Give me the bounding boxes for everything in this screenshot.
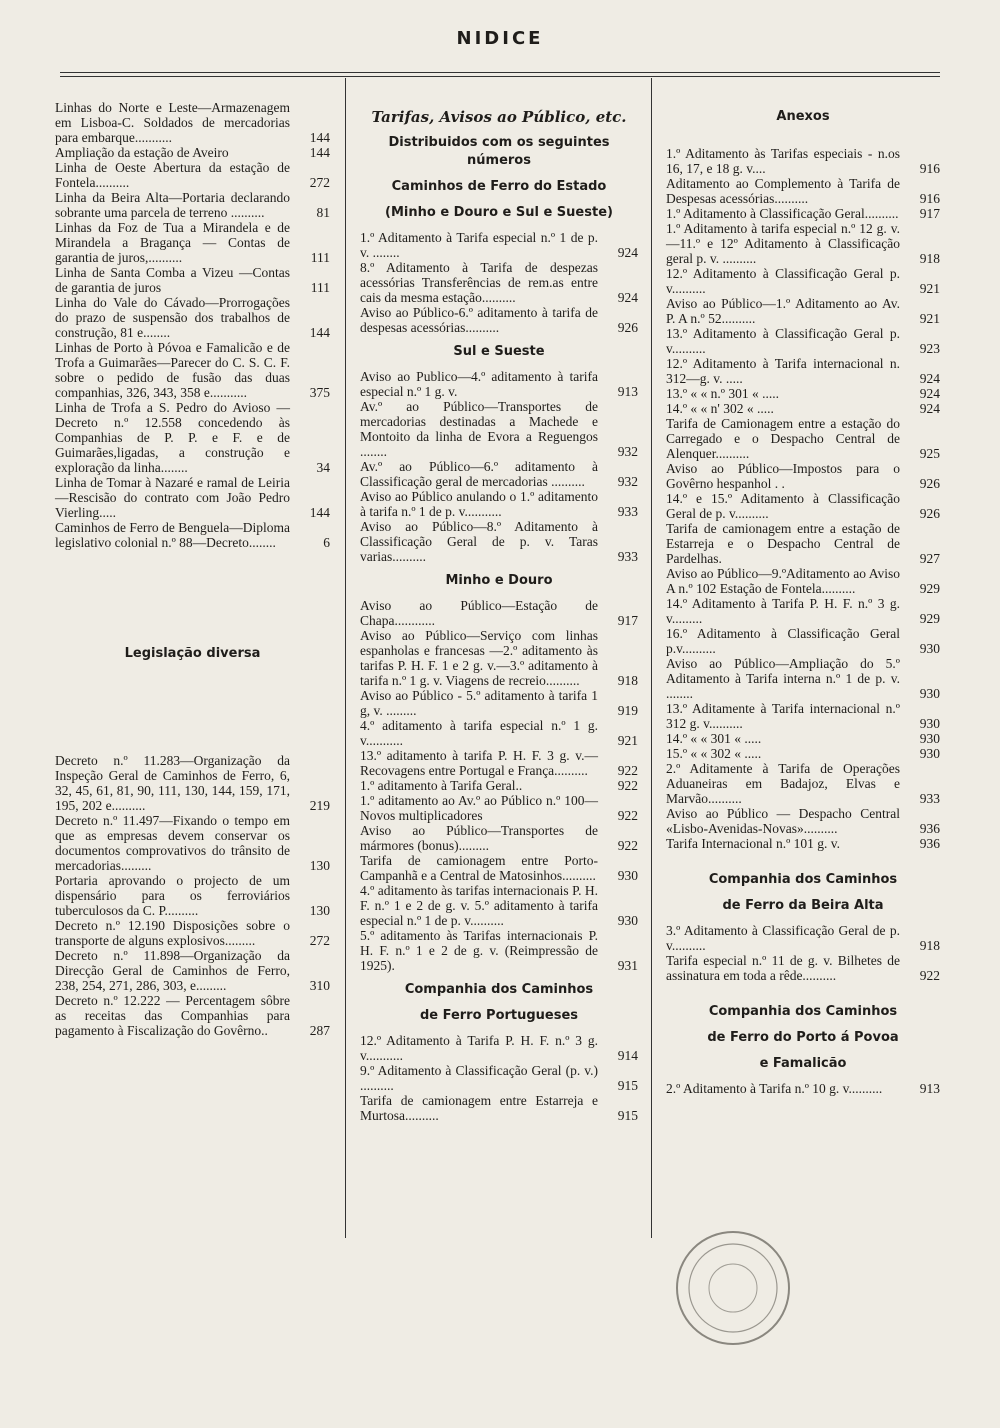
- entry-text: Aviso ao Público anulando o 1.º aditamento à tarifa n.º 1 de p. v...........: [360, 489, 598, 519]
- entry-page-number: 918: [617, 673, 638, 688]
- entry-text: Tarifa de Camionagem entre a estação do Carregado e o Despacho Central de Alenquer..........: [666, 416, 900, 461]
- entry-text: Aditamento ao Complemento à Tarifa de Despesas acessórias..........: [666, 176, 900, 206]
- entry-text: 14.º « « 301 « .....: [666, 731, 762, 746]
- entry-page-number: 34: [316, 460, 330, 475]
- entry-text: 14.º Aditamento à Tarifa P. H. F. n.º 3 g. v.........: [666, 596, 900, 626]
- entry-page-number: 923: [919, 341, 940, 356]
- entry-text: Aviso ao Público—Transportes de mármores (bonus).........: [360, 823, 598, 853]
- entry-text: Linha de Tomar à Nazaré e ramal de Leiria—Rescisão do contrato com João Pedro Vierling.....: [55, 475, 290, 520]
- entry-text: 14.º « « n' 302 « .....: [666, 401, 774, 416]
- entry-text: Portaria aprovando o projecto de um dispensário para os ferroviários tuberculosos da C. P..........: [55, 873, 290, 918]
- entry-text: 13.º Aditamente à Tarifa internacional n.º 312 g. v..........: [666, 701, 900, 731]
- entry-text: 12.º Aditamento à Tarifa P. H. F. n.º 3 g. v...........: [360, 1033, 598, 1063]
- section-heading: Anexos: [776, 109, 830, 124]
- section-heading: e Famalicão: [759, 1056, 847, 1071]
- entry-page-number: 915: [617, 1078, 638, 1093]
- entry-page-number: 933: [617, 549, 638, 564]
- entry-page-number: 924: [919, 401, 940, 416]
- entry-text: 3.º Aditamento à Classificação Geral de p. v..........: [666, 923, 900, 953]
- entry-page-number: 931: [617, 958, 638, 973]
- entry-page-number: 933: [919, 791, 940, 806]
- entry-page-number: 922: [617, 838, 638, 853]
- index-entry: [55, 873, 330, 918]
- entry-text: Caminhos de Ferro de Benguela—Diploma legislativo colonial n.º 88—Decreto........: [55, 520, 290, 550]
- entry-page-number: 922: [919, 968, 940, 983]
- entry-text: 8.º Aditamento à Tarifa de despezas acessórias Transferências de rem.as entre cais da mesma estação..........: [360, 260, 598, 305]
- entry-page-number: 922: [617, 778, 638, 793]
- index-entry: [666, 416, 940, 461]
- entry-page-number: 919: [617, 703, 638, 718]
- entry-page-number: 926: [919, 506, 940, 521]
- index-entry: [360, 369, 638, 399]
- entry-text: Aviso ao Público—8.º Aditamento à Classificação Geral de p. v. Taras varias..........: [360, 519, 598, 564]
- entry-text: Linha de Santa Comba a Vizeu —Contas de garantia de juros: [55, 265, 290, 295]
- section-heading: Tarifas, Avisos ao Público, etc.: [371, 108, 627, 126]
- entry-text: 13.º Aditamento à Classificação Geral p. v..........: [666, 326, 900, 356]
- index-entry: [55, 813, 330, 873]
- entry-text: 1.º Aditamento à Classificação Geral..........: [666, 206, 899, 221]
- entry-page-number: 933: [617, 504, 638, 519]
- index-entry: [360, 519, 638, 564]
- index-entry: [666, 386, 940, 401]
- index-entry: [55, 100, 330, 145]
- index-entry: [360, 1063, 638, 1093]
- entry-text: Linha do Vale do Cávado—Prorrogações do prazo de suspensão dos trabalhos de construção, 81 e........: [55, 295, 290, 340]
- entry-text: Linha da Beira Alta—Portaria declarando sobrante uma parcela de terreno ..........: [55, 190, 290, 220]
- entry-text: 12.º Aditamento à Tarifa internacional n. 312—g. v. .....: [666, 356, 900, 386]
- entry-page-number: 924: [919, 386, 940, 401]
- section-heading: (Minho e Douro e Sul e Sueste): [385, 205, 613, 220]
- top-rule-2: [60, 76, 940, 77]
- entry-text: Aviso ao Público — Despacho Central «Lisbo-Avenidas-Novas»..........: [666, 806, 900, 836]
- entry-text: Linha de Trofa a S. Pedro do Avioso — Decreto n.º 12.558 concedendo às Companhias de P. P. e F. e de Guimarães,ligadas, a construção e exploração da linha........: [55, 400, 290, 475]
- entry-text: 9.º Aditamento à Classificação Geral (p. v.) ..........: [360, 1063, 598, 1093]
- entry-text: 13.º aditamento à tarifa P. H. F. 3 g. v.—Recovagens entre Portugal e França..........: [360, 748, 598, 778]
- entry-page-number: 918: [919, 938, 940, 953]
- index-entry: [666, 326, 940, 356]
- entry-page-number: 272: [309, 933, 330, 948]
- index-entry: [666, 296, 940, 326]
- entry-text: 15.º « « 302 « .....: [666, 746, 762, 761]
- index-entry: [55, 145, 330, 160]
- entry-text: Av.º ao Público—Transportes de mercadorias destinadas a Machede e Montoito da linha de Evora a Reguengos ........: [360, 399, 598, 459]
- index-entry: [55, 220, 330, 265]
- entry-text: 2.º Aditamento à Tarifa n.º 10 g. v..........: [666, 1081, 883, 1096]
- entry-page-number: 287: [309, 1023, 330, 1038]
- entry-text: Decreto n.º 12.190 Disposições sobre o transporte de alguns explosivos.........: [55, 918, 290, 948]
- entry-text: Decreto n.º 12.222 — Percentagem sôbre as receitas das Companhias para pagamento à Fiscalização do Govêrno..: [55, 993, 290, 1038]
- library-seal-stamp: [672, 1228, 794, 1348]
- column-divider-2: [651, 78, 652, 1238]
- entry-text: Tarifa especial n.º 11 de g. v. Bilhetes de assinatura em toda a rêde..........: [666, 953, 900, 983]
- entry-text: Linhas da Foz de Tua a Mirandela e de Mirandela a Bragança — Contas de garantia de juros,..........: [55, 220, 290, 265]
- entry-page-number: 918: [919, 251, 940, 266]
- entry-page-number: 932: [617, 444, 638, 459]
- index-entry: [360, 748, 638, 778]
- entry-text: Tarifa de camionagem entre Estarreja e Murtosa..........: [360, 1093, 598, 1123]
- entry-page-number: 375: [309, 385, 330, 400]
- index-entry: [55, 948, 330, 993]
- entry-text: Aviso ao Público—Ampliação do 5.º Aditamento à Tarifa interna n.º 1 de p. v. ........: [666, 656, 900, 701]
- index-entry: [360, 688, 638, 718]
- index-entry: [666, 206, 940, 221]
- column-left: [55, 100, 330, 1038]
- entry-text: Decreto n.º 11.898—Organização da Direcção Geral de Caminhos de Ferro, 238, 254, 271, 286, 303, e.........: [55, 948, 290, 993]
- entry-text: Tarifa Internacional n.º 101 g. v.: [666, 836, 841, 851]
- index-entry: [360, 778, 638, 793]
- entry-page-number: 6: [323, 535, 330, 550]
- entry-text: 13.º « « n.º 301 « .....: [666, 386, 779, 401]
- entry-page-number: 936: [919, 821, 940, 836]
- section-heading: Minho e Douro: [445, 573, 553, 588]
- entry-text: Aviso ao Público—Impostos para o Govêrno hespanhol . .: [666, 461, 900, 491]
- index-entry: [666, 401, 940, 416]
- entry-page-number: 272: [309, 175, 330, 190]
- entry-page-number: 916: [919, 161, 940, 176]
- section-heading: Companhia dos Caminhos: [708, 1004, 898, 1019]
- index-entry: [360, 928, 638, 973]
- entry-text: 1.º Aditamento às Tarifas especiais - n.os 16, 17, e 18 g. v....: [666, 146, 900, 176]
- index-entry: [55, 400, 330, 475]
- index-entry: [360, 628, 638, 688]
- section-heading: Companhia dos Caminhos: [708, 872, 898, 887]
- section-heading: Caminhos de Ferro do Estado: [391, 179, 607, 194]
- index-entry: [666, 1081, 940, 1096]
- section-heading: de Ferro Portugueses: [419, 1008, 579, 1023]
- entry-text: Decreto n.º 11.283—Organização da Inspeção Geral de Caminhos de Ferro, 6, 32, 45, 61, 81, 90, 111, 130, 144, 159, 171, 195, 202 e..........: [55, 753, 290, 813]
- index-entry: [666, 521, 940, 566]
- entry-text: Ampliação da estação de Aveiro: [55, 145, 229, 160]
- entry-page-number: 921: [919, 311, 940, 326]
- entry-page-number: 930: [919, 686, 940, 701]
- index-entry: [666, 701, 940, 731]
- entry-page-number: 932: [617, 474, 638, 489]
- entry-text: Decreto n.º 11.497—Fixando o tempo em que as empresas devem conservar os documentos comprovativos do trânsito de mercadorias.........: [55, 813, 290, 873]
- entry-page-number: 921: [919, 281, 940, 296]
- index-entry: [55, 520, 330, 550]
- section-heading: Sul e Sueste: [453, 344, 545, 359]
- index-entry: [360, 823, 638, 853]
- index-entry: [666, 566, 940, 596]
- index-entry: [666, 491, 940, 521]
- entry-page-number: 927: [919, 551, 940, 566]
- index-entry: [55, 190, 330, 220]
- entry-text: Aviso ao Público—9.ºAditamento ao Aviso A n.º 102 Estação de Fontela..........: [666, 566, 900, 596]
- entry-page-number: 924: [617, 290, 638, 305]
- index-entry: [666, 656, 940, 701]
- index-entry: [360, 853, 638, 883]
- section-heading: de Ferro do Porto á Povoa: [707, 1030, 899, 1045]
- entry-text: 4.º aditamento às tarifas internacionais P. H. F. n.º 1 e 2 de g. v. 5.º aditamento à tarifa especial n.º 1 de p. v..........: [360, 883, 598, 928]
- entry-text: 14.º e 15.º Aditamento à Classificação Geral de p. v..........: [666, 491, 900, 521]
- entry-page-number: 930: [919, 731, 940, 746]
- entry-page-number: 917: [617, 613, 638, 628]
- entry-page-number: 930: [617, 868, 638, 883]
- index-entry: [360, 883, 638, 928]
- entry-text: Aviso ao Público-6.º aditamento à tarifa de despesas acessórias..........: [360, 305, 598, 335]
- entry-text: 1.º aditamento ao Av.º ao Público n.º 100—Novos multiplicadores: [360, 793, 598, 823]
- index-entry: [666, 746, 940, 761]
- index-entry: [666, 923, 940, 953]
- entry-text: Aviso ao Público—1.º Aditamento ao Av. P. A n.º 52..........: [666, 296, 900, 326]
- index-entry: [666, 596, 940, 626]
- index-entry: [360, 399, 638, 459]
- entry-page-number: 921: [617, 733, 638, 748]
- entry-page-number: 922: [617, 808, 638, 823]
- entry-text: 1.º Aditamento à tarifa especial n.º 12 g. v.—11.º e 12º Aditamento à Classificação geral p. v. ..........: [666, 221, 900, 266]
- section-heading: de Ferro da Beira Alta: [722, 898, 884, 913]
- entry-page-number: 929: [919, 581, 940, 596]
- page-title: NIDICE: [456, 28, 544, 49]
- index-entry: [666, 806, 940, 836]
- entry-page-number: 111: [310, 250, 330, 265]
- entry-text: Tarifa de camionagem entre Porto-Campanhã e a Central de Matosinhos..........: [360, 853, 598, 883]
- entry-page-number: 929: [919, 611, 940, 626]
- entry-page-number: 922: [617, 763, 638, 778]
- entry-page-number: 915: [617, 1108, 638, 1123]
- column-divider-1: [345, 78, 346, 1238]
- index-entry: [360, 260, 638, 305]
- entry-page-number: 130: [309, 858, 330, 873]
- index-entry: [55, 993, 330, 1038]
- index-entry: [55, 475, 330, 520]
- entry-text: Aviso ao Público - 5.º aditamento à tarifa 1 g, v. .........: [360, 688, 598, 718]
- index-entry: [666, 953, 940, 983]
- index-entry: [666, 176, 940, 206]
- entry-text: 4.º aditamento à tarifa especial n.º 1 g. v...........: [360, 718, 598, 748]
- entry-text: 1.º Aditamento à Tarifa especial n.º 1 de p. v. ........: [360, 230, 598, 260]
- index-entry: [360, 305, 638, 335]
- entry-page-number: 936: [919, 836, 940, 851]
- index-entry: [55, 753, 330, 813]
- entry-page-number: 925: [919, 446, 940, 461]
- entry-page-number: 111: [310, 280, 330, 295]
- column-right: [666, 100, 940, 1096]
- index-entry: [666, 266, 940, 296]
- entry-text: Tarifa de camionagem entre a estação de Estarreja e o Despacho Central de Pardelhas.: [666, 521, 900, 566]
- index-entry: [55, 295, 330, 340]
- index-entry: [360, 230, 638, 260]
- index-entry: [55, 340, 330, 400]
- entry-page-number: 913: [919, 1081, 940, 1096]
- entry-page-number: 144: [309, 130, 330, 145]
- entry-page-number: 926: [919, 476, 940, 491]
- entry-page-number: 930: [919, 716, 940, 731]
- section-heading: Distribuidos com os seguintes números: [388, 135, 610, 168]
- column-middle: [360, 100, 638, 1123]
- index-entry: [666, 221, 940, 266]
- entry-page-number: 144: [309, 325, 330, 340]
- entry-page-number: 930: [617, 913, 638, 928]
- index-entry: [666, 731, 940, 746]
- index-entry: [666, 836, 940, 851]
- entry-text: Av.º ao Público—6.º aditamento à Classificação geral de mercadorias ..........: [360, 459, 598, 489]
- entry-page-number: 916: [919, 191, 940, 206]
- entry-page-number: 924: [617, 245, 638, 260]
- entry-text: 16.º Aditamento à Classificação Geral p.v..........: [666, 626, 900, 656]
- index-entry: [360, 1033, 638, 1063]
- index-entry: [55, 160, 330, 190]
- entry-text: 5.º aditamento às Tarifas internacionais P. H. F. n.º 1 e 2 de g. v. (Reimpressão de 1925).: [360, 928, 598, 973]
- entry-text: Linha de Oeste Abertura da estação de Fontela..........: [55, 160, 290, 190]
- entry-page-number: 81: [316, 205, 330, 220]
- entry-page-number: 930: [919, 641, 940, 656]
- entry-text: Linhas de Porto à Póvoa e Famalicão e de Trofa a Guimarães—Parecer do C. S. C. F. sobre o pedido de fusão das duas companhias, 326, 343, 358 e...........: [55, 340, 290, 400]
- entry-page-number: 130: [309, 903, 330, 918]
- entry-page-number: 144: [309, 145, 330, 160]
- index-entry: [360, 793, 638, 823]
- entry-page-number: 913: [617, 384, 638, 399]
- index-entry: [666, 626, 940, 656]
- index-entry: [666, 761, 940, 806]
- index-entry: [360, 598, 638, 628]
- entry-page-number: 914: [617, 1048, 638, 1063]
- index-entry: [666, 461, 940, 491]
- entry-page-number: 144: [309, 505, 330, 520]
- section-heading: Companhia dos Caminhos: [404, 982, 594, 997]
- index-entry: [666, 146, 940, 176]
- entry-text: 12.º Aditamento à Classificação Geral p. v..........: [666, 266, 900, 296]
- index-entry: [360, 489, 638, 519]
- index-entry: [360, 718, 638, 748]
- entry-page-number: 930: [919, 746, 940, 761]
- entry-text: Aviso ao Público—Estação de Chapa............: [360, 598, 598, 628]
- entry-page-number: 924: [919, 371, 940, 386]
- index-entry: [360, 1093, 638, 1123]
- index-entry: [55, 918, 330, 948]
- index-entry: [360, 459, 638, 489]
- entry-text: Aviso ao Publico—4.º aditamento à tarifa especial n.º 1 g. v.: [360, 369, 598, 399]
- entry-page-number: 310: [309, 978, 330, 993]
- top-rule: [60, 72, 940, 73]
- index-entry: [666, 356, 940, 386]
- entry-text: 2.º Aditamente à Tarifa de Operações Aduaneiras em Badajoz, Elvas e Marvão..........: [666, 761, 900, 806]
- section-heading: Legislação diversa: [124, 646, 261, 661]
- entry-text: Aviso ao Público—Serviço com linhas espanholas e francesas —2.º aditamento às tarifas P. H. F. 1 e 2 g. v.—3.º aditamento à tarifa n.º 1 g. v. Viagens de recreio..........: [360, 628, 598, 688]
- index-entry: [55, 265, 330, 295]
- entry-text: Linhas do Norte e Leste—Armazenagem em Lisboa-C. Soldados de mercadorias para embarque...........: [55, 100, 290, 145]
- entry-text: 1.º aditamento à Tarifa Geral..: [360, 778, 523, 793]
- entry-page-number: 917: [919, 206, 940, 221]
- entry-page-number: 926: [617, 320, 638, 335]
- entry-page-number: 219: [309, 798, 330, 813]
